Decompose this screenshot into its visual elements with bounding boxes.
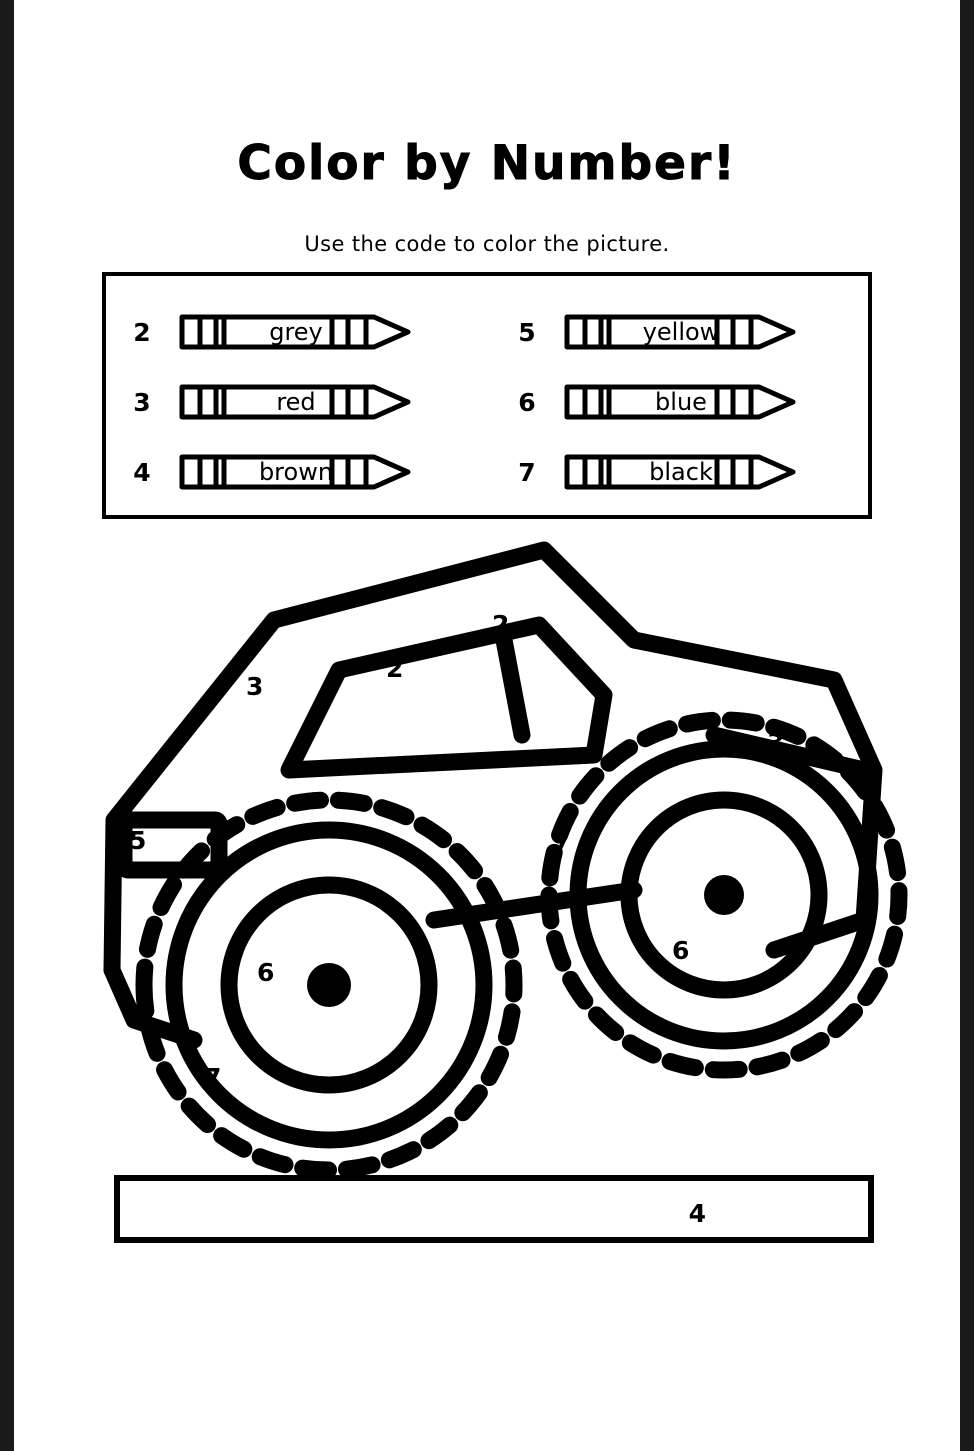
legend-row [106,372,491,432]
legend-column-right [491,276,876,515]
legend-number: 5 [518,317,536,347]
crayon-icon [178,307,426,357]
legend-number: 3 [133,387,151,417]
region-number-body-rear: 3 [767,728,785,757]
crayon-icon [563,377,811,427]
instructions-text: Use the code to color the picture. [304,232,670,256]
crayon-icon [563,447,811,497]
region-number-tire-front-tread: 7 [204,1063,222,1092]
legend-row [491,442,876,502]
crayon-color-name: black [649,458,713,486]
region-number-hood-front: 3 [246,672,264,701]
region-number-wheel-front-rim: 6 [257,958,275,987]
legend-number: 6 [518,387,536,417]
front-wheel [144,800,514,1170]
worksheet-content [14,0,960,1451]
region-number-tire-rear-tread: 7 [552,830,570,859]
crayon-icon [178,377,426,427]
legend-number: 2 [133,317,151,347]
page-title: Color by Number! [237,136,737,191]
crayon-icon [178,447,426,497]
legend-row [106,302,491,362]
region-number-headlight: 5 [129,826,147,855]
crayon-color-name: red [276,388,316,416]
crayon-color-name: blue [655,388,707,416]
crayon-color-name: grey [269,318,323,346]
legend-column-left [106,276,491,515]
worksheet-page [14,0,960,1451]
region-number-window-rear: 2 [386,654,404,683]
legend-number: 4 [133,457,151,487]
crayon-color-name: brown [258,458,334,486]
color-code-legend [102,272,872,519]
region-number-wheel-rear-rim: 6 [672,936,690,965]
coloring-picture [74,520,934,1200]
ground-region [114,1175,874,1243]
legend-row [491,302,876,362]
region-number-ground: 4 [688,1199,706,1228]
legend-row [106,442,491,502]
crayon-icon [563,307,811,357]
region-number-windshield-front: 2 [492,610,510,639]
legend-row [491,372,876,432]
crayon-color-name: yellow [642,318,720,346]
legend-number: 7 [518,457,536,487]
